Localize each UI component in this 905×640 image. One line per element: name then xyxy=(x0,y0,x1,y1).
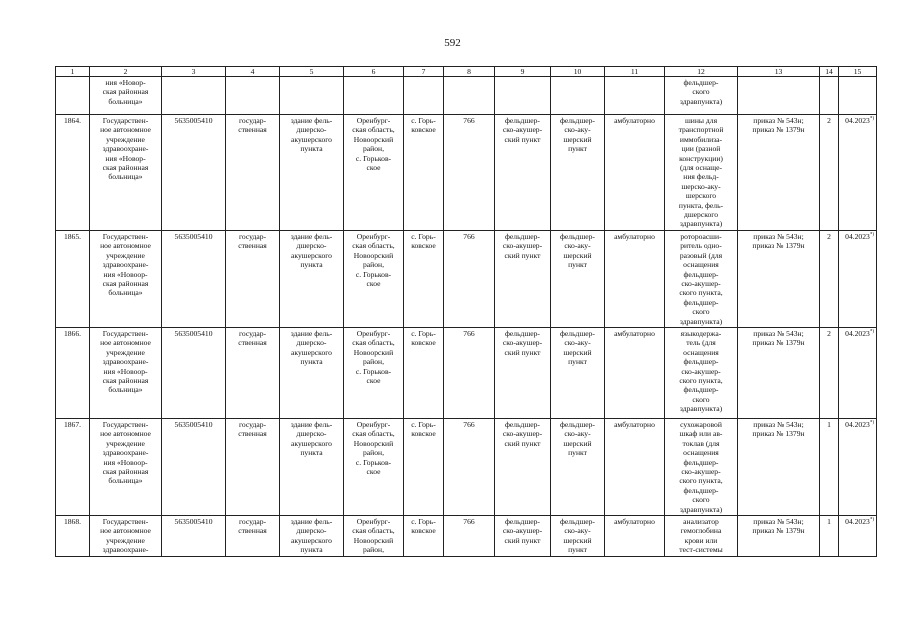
table-row xyxy=(56,418,877,515)
footnote-mark: *) xyxy=(869,329,874,335)
cell-subunit: фельдшер- ско-аку- шерский пункт xyxy=(551,230,605,327)
cell-address: Оренбург- ская область, Новоорский район, с. Горьков- ское xyxy=(344,327,404,418)
header-row xyxy=(56,67,877,77)
cell-code: 5635005410 xyxy=(162,418,226,515)
cell-address: Оренбург- ская область, Новоорский район, xyxy=(344,516,404,557)
cell-settlement xyxy=(404,77,444,115)
cell-ownership: государ- ственная xyxy=(226,230,280,327)
cell-org: Государствен- ное автономное учреждение здравоохране- ния «Новоор- ская районная больница» xyxy=(90,327,162,418)
cell-building: здание фель- дшерско- акушерского пункта xyxy=(280,418,344,515)
cell-qty: 2 xyxy=(820,115,839,231)
cell-subunit: фельдшер- ско-аку- шерский пункт xyxy=(551,418,605,515)
column-header: 15 xyxy=(839,67,877,77)
cell-date xyxy=(839,418,877,515)
cell-date xyxy=(839,230,877,327)
cell-code: 5635005410 xyxy=(162,115,226,231)
cell-qty xyxy=(820,77,839,115)
cell-care: амбулаторно xyxy=(605,230,665,327)
cell-date xyxy=(839,327,877,418)
cell-oktmo: 766 xyxy=(444,516,495,557)
cell-order: приказ № 543н; приказ № 1379н xyxy=(738,115,820,231)
cell-building xyxy=(280,77,344,115)
cell-num: 1867. xyxy=(56,418,90,515)
cell-unit xyxy=(495,77,551,115)
cell-org: ния «Новор- ская районная больница» xyxy=(90,77,162,115)
table-body xyxy=(56,77,877,557)
column-header: 3 xyxy=(162,67,226,77)
column-header: 11 xyxy=(605,67,665,77)
cell-subunit: фельдшер- ско-аку- шерский пункт xyxy=(551,327,605,418)
cell-ownership: государ- ственная xyxy=(226,327,280,418)
cell-unit: фельдшер- ско-акушер- ский пункт xyxy=(495,327,551,418)
column-header: 2 xyxy=(90,67,162,77)
cell-care xyxy=(605,77,665,115)
cell-num: 1866. xyxy=(56,327,90,418)
cell-address: Оренбург- ская область, Новоорский район, с. Горьков- ское xyxy=(344,230,404,327)
cell-building: здание фель- дшерско- акушерского пункта xyxy=(280,230,344,327)
cell-address xyxy=(344,77,404,115)
table-row xyxy=(56,230,877,327)
cell-code: 5635005410 xyxy=(162,230,226,327)
date-value: 04.2023 xyxy=(845,231,870,241)
cell-care: амбулаторно xyxy=(605,115,665,231)
cell-ownership: государ- ственная xyxy=(226,418,280,515)
column-header: 7 xyxy=(404,67,444,77)
column-header: 14 xyxy=(820,67,839,77)
cell-order: приказ № 543н; приказ № 1379н xyxy=(738,230,820,327)
cell-oktmo: 766 xyxy=(444,115,495,231)
cell-equipment: сухожаровой шкаф или ав- токлав (для оснащения фельдшер- ско-акушер- ского пункта, фельдшер- ского здравпункта) xyxy=(665,418,738,515)
cell-num xyxy=(56,77,90,115)
column-header: 5 xyxy=(280,67,344,77)
cell-equipment: языкодержа- тель (для оснащения фельдшер- ско-акушер- ского пункта, фельдшер- ского здравпункта) xyxy=(665,327,738,418)
cell-code: 5635005410 xyxy=(162,516,226,557)
cell-building: здание фель- дшерско- акушерского пункта xyxy=(280,516,344,557)
column-header: 10 xyxy=(551,67,605,77)
cell-care: амбулаторно xyxy=(605,418,665,515)
cell-org: Государствен- ное автономное учреждение здравоохране- xyxy=(90,516,162,557)
cell-unit: фельдшер- ско-акушер- ский пункт xyxy=(495,230,551,327)
cell-org: Государствен- ное автономное учреждение здравоохране- ния «Новоор- ская районная больница» xyxy=(90,230,162,327)
cell-unit: фельдшер- ско-акушер- ский пункт xyxy=(495,516,551,557)
cell-ownership: государ- ственная xyxy=(226,516,280,557)
cell-oktmo: 766 xyxy=(444,418,495,515)
cell-care: амбулаторно xyxy=(605,516,665,557)
cell-settlement: с. Горь- ковское xyxy=(404,230,444,327)
cell-building: здание фель- дшерско- акушерского пункта xyxy=(280,115,344,231)
cell-oktmo: 766 xyxy=(444,230,495,327)
cell-subunit: фельдшер- ско-аку- шерский пункт xyxy=(551,516,605,557)
cell-unit: фельдшер- ско-акушер- ский пункт xyxy=(495,115,551,231)
column-header: 9 xyxy=(495,67,551,77)
cell-address: Оренбург- ская область, Новоорский район, с. Горьков- ское xyxy=(344,418,404,515)
column-header: 13 xyxy=(738,67,820,77)
footnote-mark: *) xyxy=(869,420,874,426)
cell-care: амбулаторно xyxy=(605,327,665,418)
cell-code: 5635005410 xyxy=(162,327,226,418)
cell-code xyxy=(162,77,226,115)
cell-order: приказ № 543н; приказ № 1379н xyxy=(738,418,820,515)
cell-order: приказ № 543н; приказ № 1379н xyxy=(738,516,820,557)
cell-ownership: государ- ственная xyxy=(226,115,280,231)
cell-oktmo: 766 xyxy=(444,327,495,418)
column-header: 8 xyxy=(444,67,495,77)
cell-num: 1865. xyxy=(56,230,90,327)
cell-num: 1868. xyxy=(56,516,90,557)
column-header: 12 xyxy=(665,67,738,77)
continuation-row xyxy=(56,77,877,115)
footnote-mark: *) xyxy=(869,232,874,238)
footnote-mark: *) xyxy=(869,116,874,122)
cell-oktmo xyxy=(444,77,495,115)
table-row xyxy=(56,327,877,418)
cell-equipment: анализатор гемоглобина крови или тест-системы xyxy=(665,516,738,557)
column-header: 6 xyxy=(344,67,404,77)
cell-qty: 2 xyxy=(820,230,839,327)
cell-qty: 1 xyxy=(820,418,839,515)
table-row xyxy=(56,115,877,231)
cell-date xyxy=(839,516,877,557)
column-header: 4 xyxy=(226,67,280,77)
cell-settlement: с. Горь- ковское xyxy=(404,418,444,515)
cell-ownership xyxy=(226,77,280,115)
date-value: 04.2023 xyxy=(845,116,870,125)
cell-org: Государствен- ное автономное учреждение здравоохране- ния «Новоор- ская районная больница» xyxy=(90,418,162,515)
cell-equipment: шины для транспортной иммобилиза- ции (разной конструкции) (для оснаще- ния фельд- шерско-аку- шерского пункта, фель- дшерского здравпункта) xyxy=(665,115,738,231)
cell-qty: 1 xyxy=(820,516,839,557)
cell-settlement: с. Горь- ковское xyxy=(404,327,444,418)
date-value: 04.2023 xyxy=(845,419,870,429)
cell-building: здание фель- дшерско- акушерского пункта xyxy=(280,327,344,418)
date-value: 04.2023 xyxy=(845,517,870,526)
cell-date xyxy=(839,115,877,231)
registry-table xyxy=(55,66,877,557)
date-value: 04.2023 xyxy=(845,328,870,338)
cell-order: приказ № 543н; приказ № 1379н xyxy=(738,327,820,418)
table-row xyxy=(56,516,877,557)
cell-address: Оренбург- ская область, Новоорский район, с. Горьков- ское xyxy=(344,115,404,231)
footnote-mark: *) xyxy=(869,517,874,523)
cell-date xyxy=(839,77,877,115)
cell-settlement: с. Горь- ковское xyxy=(404,516,444,557)
column-header: 1 xyxy=(56,67,90,77)
cell-order xyxy=(738,77,820,115)
cell-org: Государствен- ное автономное учреждение здравоохране- ния «Новор- ская районная больница» xyxy=(90,115,162,231)
cell-subunit: фельдшер- ско-аку- шерский пункт xyxy=(551,115,605,231)
cell-equipment: ротороасши- ритель одно- разовый (для оснащения фельдшер- ско-акушер- ского пункта, фельдшер- ского здравпункта) xyxy=(665,230,738,327)
cell-settlement: с. Горь- ковское xyxy=(404,115,444,231)
cell-equipment: фельдшер- ского здравпункта) xyxy=(665,77,738,115)
page-number: 592 xyxy=(444,37,461,49)
cell-num: 1864. xyxy=(56,115,90,231)
cell-qty: 2 xyxy=(820,327,839,418)
cell-subunit xyxy=(551,77,605,115)
cell-unit: фельдшер- ско-акушер- ский пункт xyxy=(495,418,551,515)
